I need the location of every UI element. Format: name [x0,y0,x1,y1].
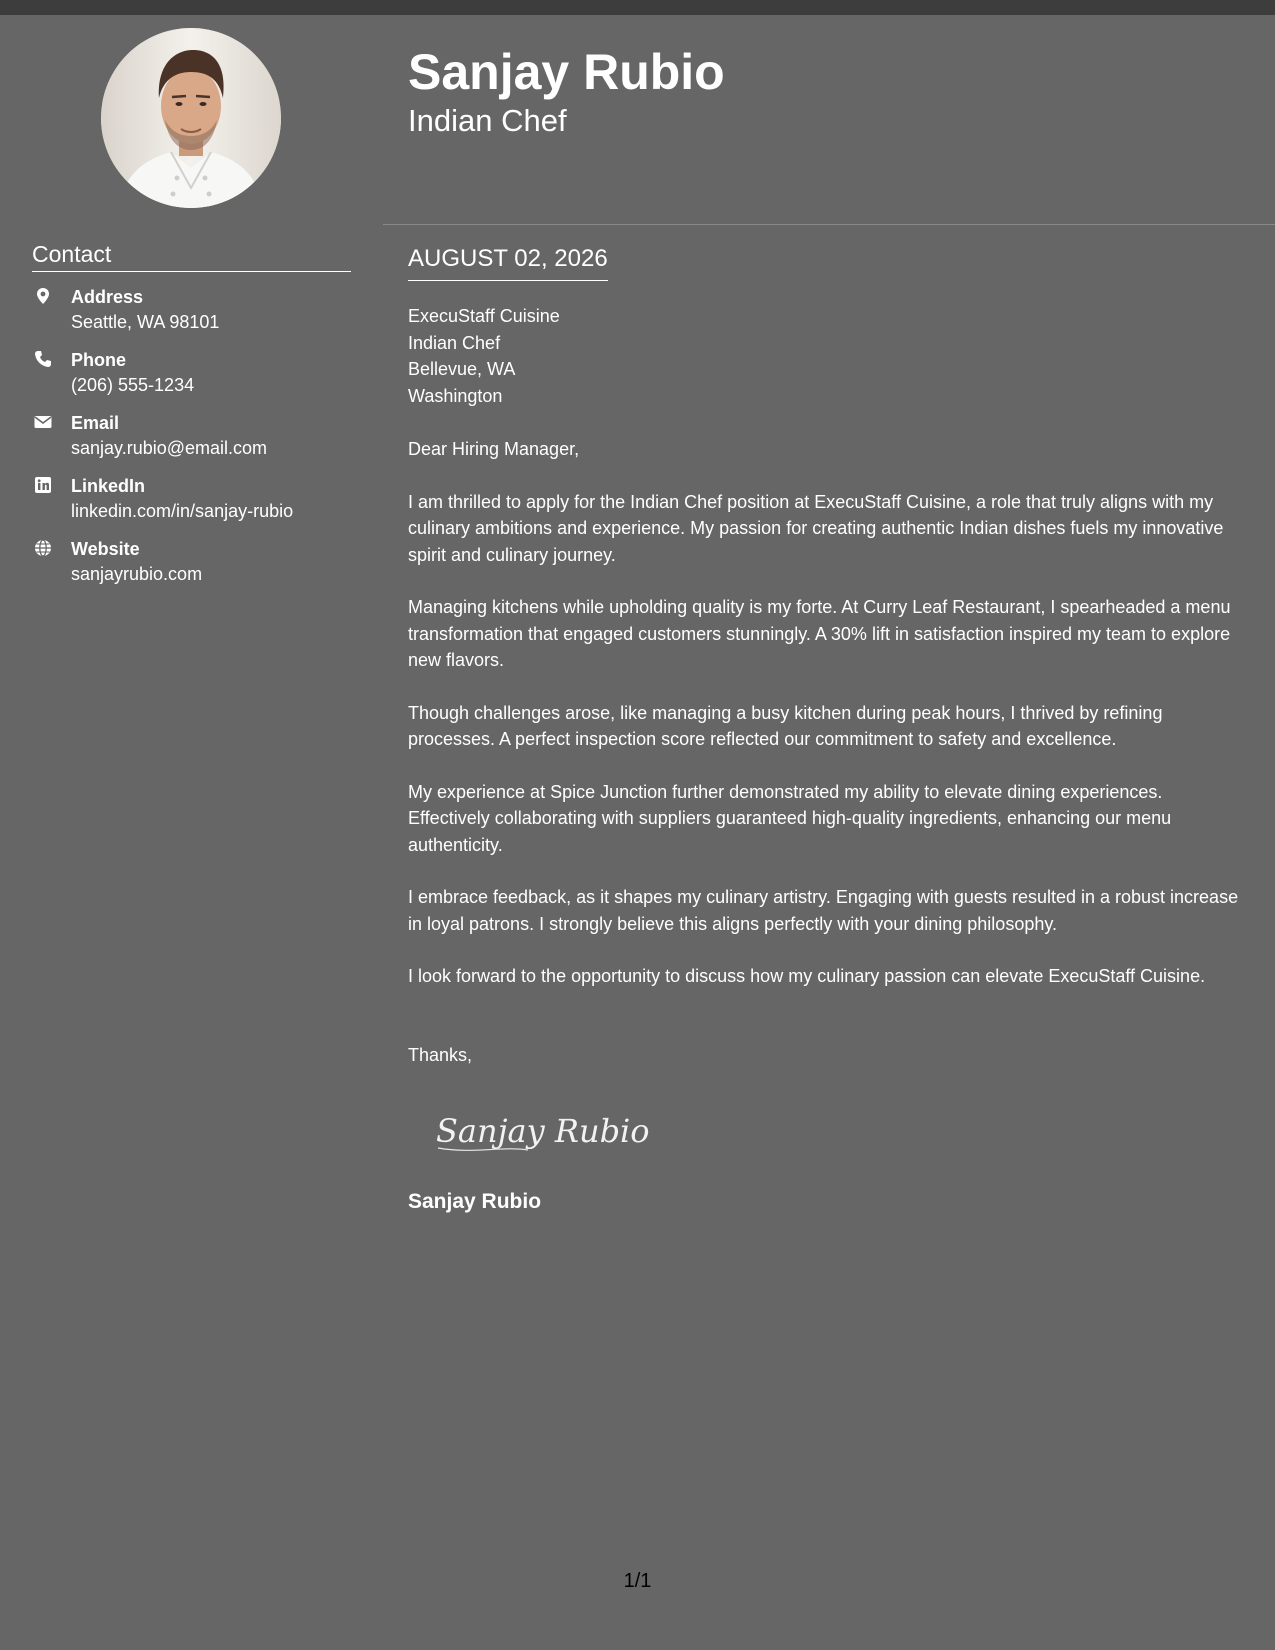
recipient-position: Indian Chef [408,332,501,353]
recipient-company: ExecuStaff Cuisine [408,306,560,326]
paragraph: My experience at Spice Junction further demonstrated my ability to elevate dining experiences. Effectively collaborating with suppliers guaranteed high-quality ingredients, enhancing our menu authenticity. [408,781,1172,855]
email-link[interactable]: sanjay.rubio@email.com [71,438,268,458]
profile-photo [101,28,281,208]
paragraph: Managing kitchens while upholding quality is my forte. At Curry Leaf Restaurant, I spearheaded a menu transformation that engaged customers stunningly. A 30% lift in satisfaction inspired my team to explore new flavors. [408,597,1231,670]
recipient-block [408,303,560,409]
salutation: Dear Hiring Manager, [408,439,580,459]
linkedin-label: LinkedIn [71,476,146,496]
svg-text:Sanjay Rubio: Sanjay Rubio [436,1112,650,1150]
paragraph: Though challenges arose, like managing a busy kitchen during peak hours, I thrived by refining processes. A perfect inspection score reflected our commitment to safety and excellence. [408,702,1163,749]
website-label: Website [71,539,140,559]
letter-body [408,436,1248,1016]
contact-item-linkedin [32,474,352,537]
address-value: Seattle, WA 98101 [71,312,220,332]
applicant-name: Sanjay Rubio [408,44,725,100]
website-link[interactable]: sanjayrubio.com [71,564,203,584]
phone-value: (206) 555-1234 [71,375,195,395]
contact-item-phone [32,348,352,411]
contact-item-website [32,537,352,600]
paragraph: I look forward to the opportunity to discuss how my culinary passion can elevate ExecuStaff Cuisine. [408,966,1206,986]
globe-icon [34,539,52,557]
handwritten-signature [432,1098,662,1158]
contact-list [32,285,352,600]
header-divider [383,224,1275,225]
applicant-title: Indian Chef [408,103,567,138]
recipient-state: Washington [408,385,503,406]
phone-label: Phone [71,350,127,370]
phone-icon [34,350,52,368]
letter-date: AUGUST 02, 2026 [408,244,608,281]
page-number: 1/1 [623,1570,652,1592]
paragraph: I am thrilled to apply for the Indian Chef position at ExecuStaff Cuisine, a role that truly aligns with my culinary ambitions and experience. My passion for creating authentic Indian dishes fuels my innovative spirit and culinary journey. [408,491,1224,565]
paragraph: I embrace feedback, as it shapes my culinary artistry. Engaging with guests resulted in a robust increase in loyal patrons. I strongly believe this aligns perfectly with your dining philosophy. [408,887,1239,934]
signer-name: Sanjay Rubio [408,1190,542,1213]
address-label: Address [71,287,144,307]
linkedin-icon [34,476,52,494]
linkedin-link[interactable]: linkedin.com/in/sanjay-rubio [71,501,294,521]
recipient-city: Bellevue, WA [408,359,516,379]
email-label: Email [71,413,120,433]
contact-item-email [32,411,352,474]
closing: Thanks, [408,1045,473,1065]
envelope-icon [34,413,52,431]
contact-heading: Contact [32,240,351,272]
top-bar [0,0,1275,15]
map-pin-icon [34,287,52,305]
contact-item-address [32,285,352,348]
